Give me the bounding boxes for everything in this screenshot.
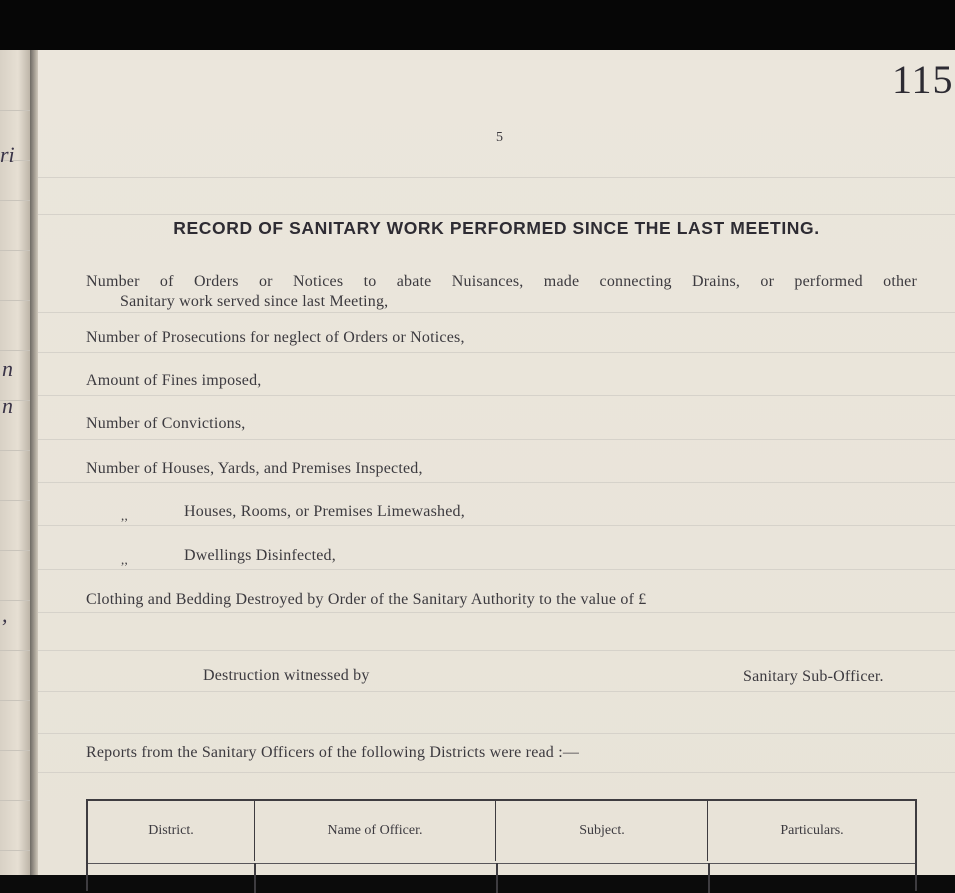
disinfected-line: Dwellings Disinfected, [184,547,336,564]
orders-line-2: Sanitary work served since last Meeting, [120,293,389,310]
previous-page-edge [0,50,30,875]
handwriting-mark: ri [0,142,15,167]
handwriting-mark: , [2,602,8,627]
table-row-divider [88,863,915,864]
scan-top-border [0,0,955,50]
column-divider [708,863,710,893]
witness-label: Destruction witnessed by [203,667,370,684]
reports-heading: Reports from the Sanitary Officers of the following Districts were read :— [86,744,580,761]
book-gutter [30,50,38,875]
limewashed-line: Houses, Rooms, or Premises Limewashed, [184,503,465,520]
table-header-subject: Subject. [497,801,708,861]
prosecutions-line: Number of Prosecutions for neglect of Orders or Notices, [86,329,465,346]
table-header-officer: Name of Officer. [255,801,496,861]
ditto-mark: ,, [121,508,128,523]
folio-number: 115 [892,57,954,102]
districts-table [86,799,917,891]
handwriting-mark: n [2,393,13,418]
orders-line-1: Number of Orders or Notices to abate Nuisances, made connecting Drains, or performed other [86,273,917,290]
page-number: 5 [496,130,503,145]
column-divider [254,863,256,893]
handwriting-mark: n [2,356,13,381]
convictions-line: Number of Convictions, [86,415,246,432]
column-divider [496,863,498,893]
page-title: RECORD OF SANITARY WORK PERFORMED SINCE THE LAST MEETING. [173,218,820,238]
ledger-page [38,50,955,875]
table-header-particulars: Particulars. [780,823,844,838]
clothing-line: Clothing and Bedding Destroyed by Order of the Sanitary Authority to the value of £ [86,591,647,608]
ditto-mark: ,, [121,552,128,567]
table-header-district: District. [88,801,255,861]
inspected-line: Number of Houses, Yards, and Premises Inspected, [86,460,423,477]
sub-officer-label: Sanitary Sub-Officer. [743,668,884,685]
fines-line: Amount of Fines imposed, [86,372,262,389]
